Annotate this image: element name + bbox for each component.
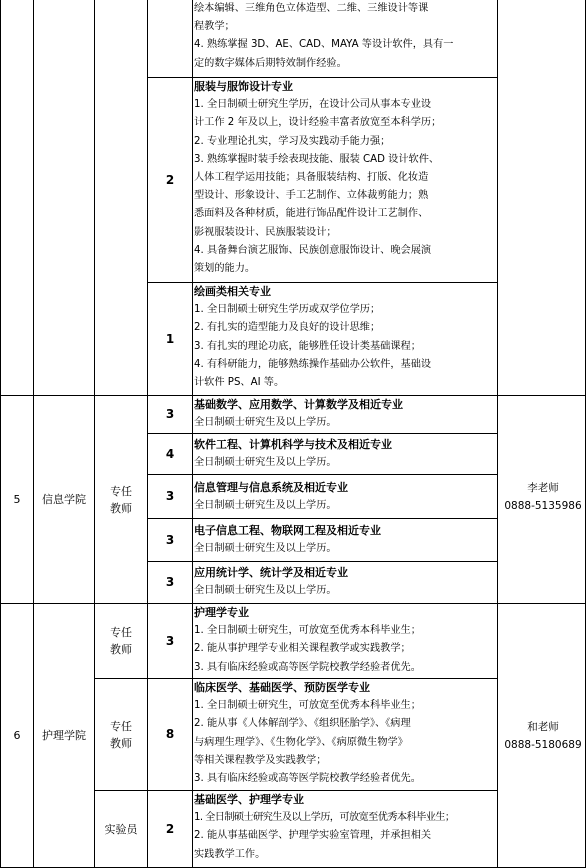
post-type: 实验员 [104, 822, 138, 836]
contact-name: 和老师 [527, 721, 559, 733]
requirement-line: 实践教学工作。 [194, 848, 266, 860]
headcount: 3 [165, 489, 175, 503]
headcount: 1 [165, 331, 175, 346]
requirement-line: 等相关课程教学及实践教学； [194, 754, 327, 766]
requirement-line: 悉面料及各种材质，能进行饰品配件设计工艺制作、 [194, 208, 429, 220]
requirement-line: 4. 具备舞台演艺服饰、民族创意服饰设计、晚会展演 [194, 244, 432, 256]
major-title: 基础医学、护理学专业 [194, 793, 304, 806]
requirement-line: 全日制硕士研究生及以上学历。 [194, 543, 337, 555]
fashion-design-requirements [192, 78, 497, 278]
post-type [95, 604, 147, 678]
headcount: 8 [165, 727, 175, 741]
requirement-line: 影视服装设计、民族服装设计； [194, 226, 337, 238]
requirement-line: 3. 熟练掌握时装手绘表现技能、服装 CAD 设计软件、 [194, 153, 440, 165]
requirement-line: 1. 全日制硕士研究生及以上学历，可放宽至优秀本科毕业生； [194, 812, 455, 824]
post-line: 教师 [110, 643, 132, 656]
nursing-major-requirements [192, 791, 497, 864]
requirement-line: 绘本编辑、三维角色立体造型、二维、三维设计等课 [194, 3, 429, 14]
requirement-line: 1. 全日制硕士研究生学历，在设计公司从事本专业设 [194, 99, 432, 111]
post-type [95, 396, 147, 603]
major-title: 服装与服饰设计专业 [194, 80, 293, 93]
requirement-line: 计工作 2 年及以上，设计经验丰富者放宽至本科学历； [194, 117, 442, 129]
requirement-line: 全日制硕士研究生及以上学历。 [194, 585, 337, 597]
requirement-line: 2. 有扎实的造型能力及良好的设计思维； [194, 322, 381, 334]
info-major-requirements [192, 564, 497, 600]
college-name: 护理学院 [42, 729, 86, 742]
column-divider [497, 0, 498, 868]
headcount: 2 [165, 821, 175, 836]
row-divider [147, 518, 497, 519]
row-divider [147, 561, 497, 562]
info-major-requirements [192, 479, 497, 515]
contact-info [500, 479, 586, 515]
requirement-line: 全日制硕士研究生及以上学历。 [194, 457, 337, 469]
requirement-line: 3. 具有临床经验或高等医学院校教学经验者优先。 [194, 661, 421, 673]
requirement-line: 全日制硕士研究生及以上学历。 [194, 417, 337, 429]
requirement-line: 程教学； [194, 21, 235, 33]
requirement-line: 全日制硕士研究生及以上学历。 [194, 500, 337, 512]
major-title: 电子信息工程、物联网工程及相近专业 [194, 524, 381, 537]
nursing-major-requirements [192, 679, 497, 788]
nursing-major-requirements [192, 604, 497, 677]
requirement-line: 1. 全日制硕士研究生，可放宽至优秀本科毕业生； [194, 700, 421, 712]
headcount: 4 [165, 446, 175, 461]
post-line: 专任 [110, 484, 132, 498]
info-major-requirements [192, 436, 497, 472]
painting-requirements [192, 283, 497, 392]
row-divider [147, 474, 497, 475]
requirement-line: 人体工程学运用技能；具备服装结构、打版、化妆造 [194, 172, 429, 184]
headcount: 2 [165, 172, 175, 187]
info-major-requirements [192, 396, 497, 432]
major-title: 信息管理与信息系统及相近专业 [194, 481, 348, 494]
major-title: 应用统计学、统计学及相近专业 [194, 566, 348, 579]
headcount: 3 [165, 575, 175, 589]
contact-info [500, 718, 586, 754]
post-type [95, 679, 147, 790]
requirement-line: 型设计、形象设计、手工艺制作、立体裁剪能力；熟 [194, 190, 429, 202]
major-title: 绘画类相关专业 [194, 285, 271, 298]
design-requirements-continued [192, 0, 497, 73]
requirement-line: 计软件 PS、AI 等。 [194, 377, 285, 389]
post-line: 专任 [110, 626, 132, 639]
major-title: 护理学专业 [194, 606, 249, 619]
major-title: 基础数学、应用数学、计算数学及相近专业 [194, 398, 403, 411]
major-title: 软件工程、计算机科学与技术及相近专业 [194, 438, 392, 451]
requirement-line: 2. 能从事基础医学、护理学实验室管理，并承担相关 [194, 830, 432, 842]
requirement-line: 4. 有科研能力，能够熟练操作基础办公软件，基础设 [194, 358, 432, 370]
contact-name: 李老师 [527, 482, 559, 494]
row-number: 6 [13, 729, 21, 742]
row-number: 5 [13, 493, 21, 506]
contact-phone: 0888-5180689 [504, 739, 582, 751]
row-divider [147, 433, 497, 434]
requirement-line: 定的数字媒体后期特效制作经验。 [194, 57, 347, 69]
requirement-line: 2. 能从事护理学专业相关课程教学或实践教学； [194, 643, 411, 655]
requirement-line: 与病理生理学》、《生物化学》、《病原微生物学》 [194, 736, 408, 748]
requirement-line: 4. 熟练掌握 3D、AE、CAD、MAYA 等设计软件，具有一 [194, 39, 454, 51]
requirement-line: 1. 全日制硕士研究生学历或双学位学历； [194, 304, 381, 316]
major-title: 临床医学、基础医学、预防医学专业 [194, 681, 370, 694]
post-line: 教师 [110, 501, 132, 515]
college-name: 信息学院 [42, 493, 86, 506]
contact-phone: 0888-5135986 [504, 500, 582, 512]
headcount: 3 [165, 532, 175, 547]
post-line: 专任 [110, 719, 132, 733]
info-major-requirements [192, 522, 497, 558]
requirement-line: 2. 能从事《人体解剖学》、《组织胚胎学》、《病理 [194, 718, 411, 730]
requirement-line: 3. 有扎实的理论功底，能够胜任设计类基础课程； [194, 340, 421, 352]
requirement-line: 1. 全日制硕士研究生，可放宽至优秀本科毕业生； [194, 625, 421, 637]
post-line: 教师 [110, 736, 132, 750]
requirement-line: 3. 具有临床经验或高等医学院校教学经验者优先。 [194, 773, 421, 785]
headcount: 3 [165, 633, 175, 648]
headcount: 3 [165, 407, 175, 421]
requirement-line: 策划的能力。 [194, 263, 256, 275]
requirement-line: 2. 专业理论扎实，学习及实践动手能力强； [194, 135, 391, 147]
